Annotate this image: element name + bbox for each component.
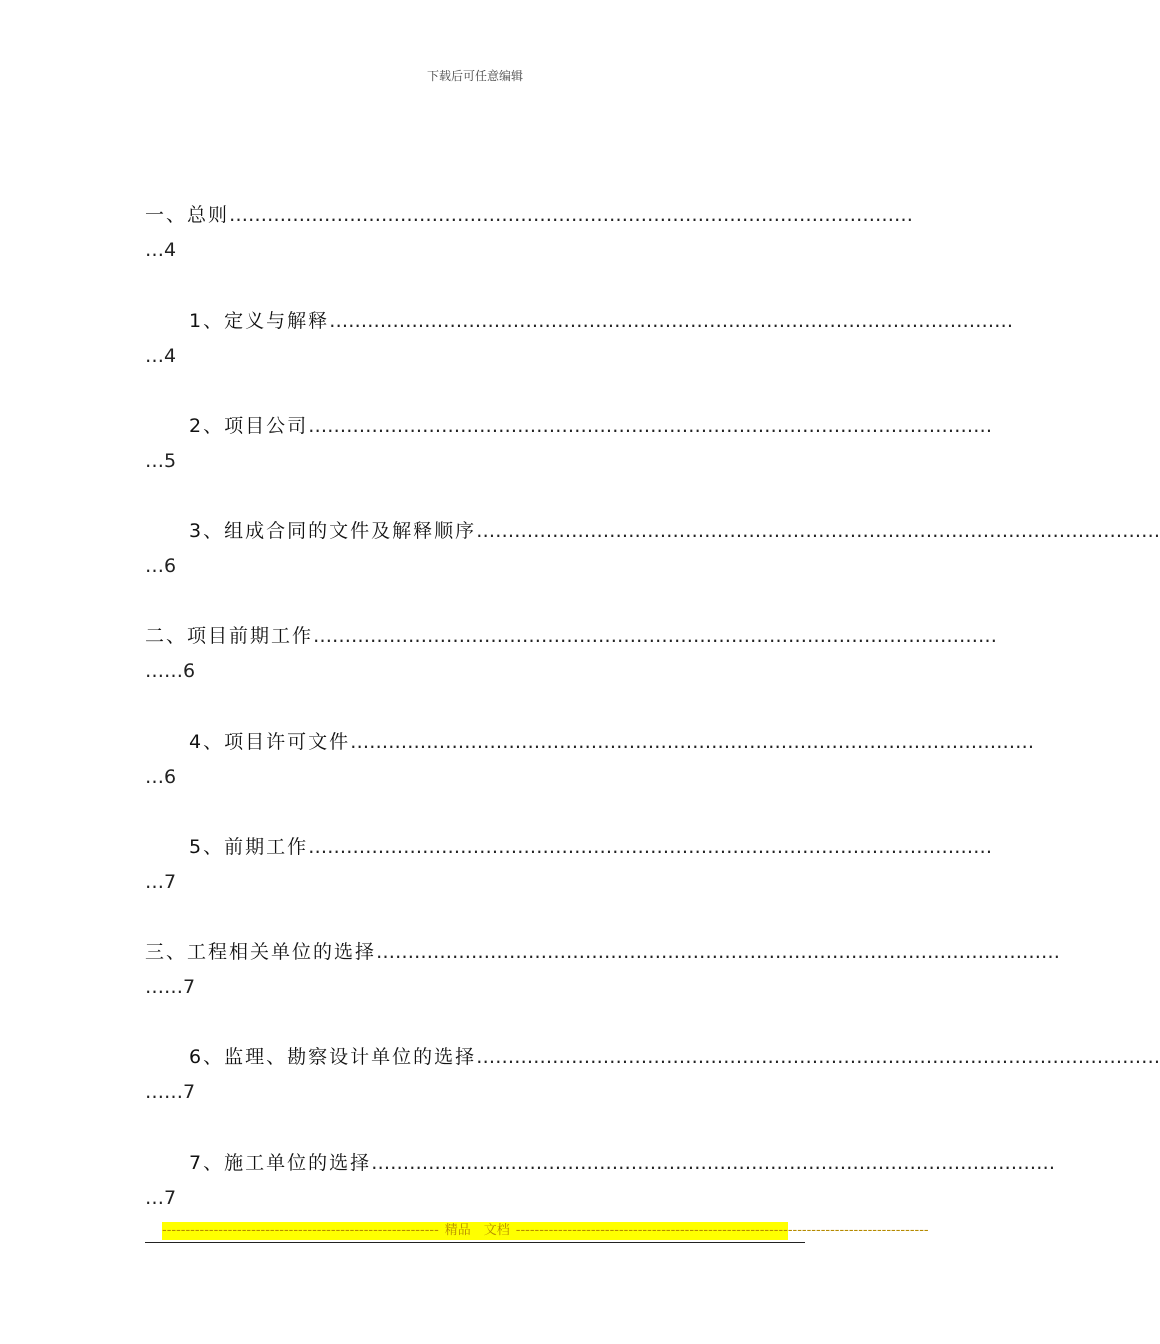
toc-leader-dots: ……………………………………………………………………………………………… [329, 310, 1014, 332]
toc-leader-dots: ……………………………………………………………………………………………… [371, 1152, 1056, 1174]
toc-entry-page-line: …4 [145, 239, 177, 261]
toc-entry-page: 6 [183, 660, 196, 682]
toc-entry-title-line [145, 621, 998, 651]
toc-entry-title: 6、监理、勘察设计单位的选择 [189, 1046, 477, 1068]
toc-entry-page-line: …6 [145, 555, 177, 577]
toc-entry-page-line: …5 [145, 450, 177, 472]
toc-entry-title-line [189, 516, 1160, 546]
toc-entry-page-line: ……7 [145, 1081, 196, 1103]
toc-entry-title: 三、工程相关单位的选择 [145, 941, 377, 963]
toc-entry-title: 一、总则 [145, 204, 230, 226]
toc-entry-page-line: …6 [145, 766, 177, 788]
toc-leader-dots: ……………………………………………………………………………………………… [476, 1046, 1160, 1068]
toc-leader-dots: ……………………………………………………………………………………………… [376, 941, 1061, 963]
toc-entry-page-line: ……7 [145, 976, 196, 998]
toc-entry-title-line [189, 727, 1035, 757]
toc-entry-title: 1、定义与解释 [189, 310, 330, 332]
toc-leader-dots: ……………………………………………………………………………………………… [308, 836, 993, 858]
toc-entry-title-line [189, 306, 1014, 336]
toc-entry-title: 7、施工单位的选择 [189, 1152, 372, 1174]
toc-entry-title-line [189, 1148, 1056, 1178]
footer-dash-left: ----------------------------------------------------------- [162, 1223, 439, 1238]
toc-entry-page-line: …4 [145, 345, 177, 367]
toc-leader-dots: ……………………………………………………………………………………………… [350, 731, 1035, 753]
footer-divider [145, 1242, 805, 1243]
toc-entry-page-line: …7 [145, 871, 177, 893]
page-header: 下载后可任意编辑 [426, 69, 523, 83]
toc-entry-page-line: …7 [145, 1187, 177, 1209]
footer-watermark-band [162, 1222, 929, 1240]
toc-leader-dots: ……………………………………………………………………………………………… [313, 625, 998, 647]
toc-entry-page: 7 [183, 976, 196, 998]
toc-entry-title: 4、项目许可文件 [189, 731, 351, 753]
toc-entry-page: 7 [183, 1081, 196, 1103]
toc-entry-title-line [145, 200, 914, 230]
toc-entry-page: 7 [164, 1187, 177, 1209]
toc-entry-title: 二、项目前期工作 [145, 625, 314, 647]
footer-dash-right: ---------------------------------------------------------------------------------------- [515, 1223, 929, 1238]
toc-entry-title-line [189, 411, 993, 441]
toc-entry-page: 6 [164, 766, 177, 788]
toc-entry-title-line [189, 1042, 1160, 1072]
toc-entry-title: 2、项目公司 [189, 415, 309, 437]
toc-entry-title-line [145, 937, 1061, 967]
toc-leader-dots: ……………………………………………………………………………………………… [229, 204, 914, 226]
footer-label: 精品 文档 [444, 1223, 510, 1238]
toc-entry-title: 5、前期工作 [189, 836, 309, 858]
toc-entry-page: 4 [164, 345, 177, 367]
toc-entry-title-line [189, 832, 993, 862]
toc-entry-page: 4 [164, 239, 177, 261]
toc-leader-dots: ……………………………………………………………………………………………… [308, 415, 993, 437]
toc-entry-page: 6 [164, 555, 177, 577]
toc-leader-dots: ……………………………………………………………………………………………… [476, 520, 1160, 542]
toc-entry-title: 3、组成合同的文件及解释顺序 [189, 520, 477, 542]
toc-entry-page: 5 [164, 450, 177, 472]
toc-entry-page-line: ……6 [145, 660, 196, 682]
toc-entry-page: 7 [164, 871, 177, 893]
